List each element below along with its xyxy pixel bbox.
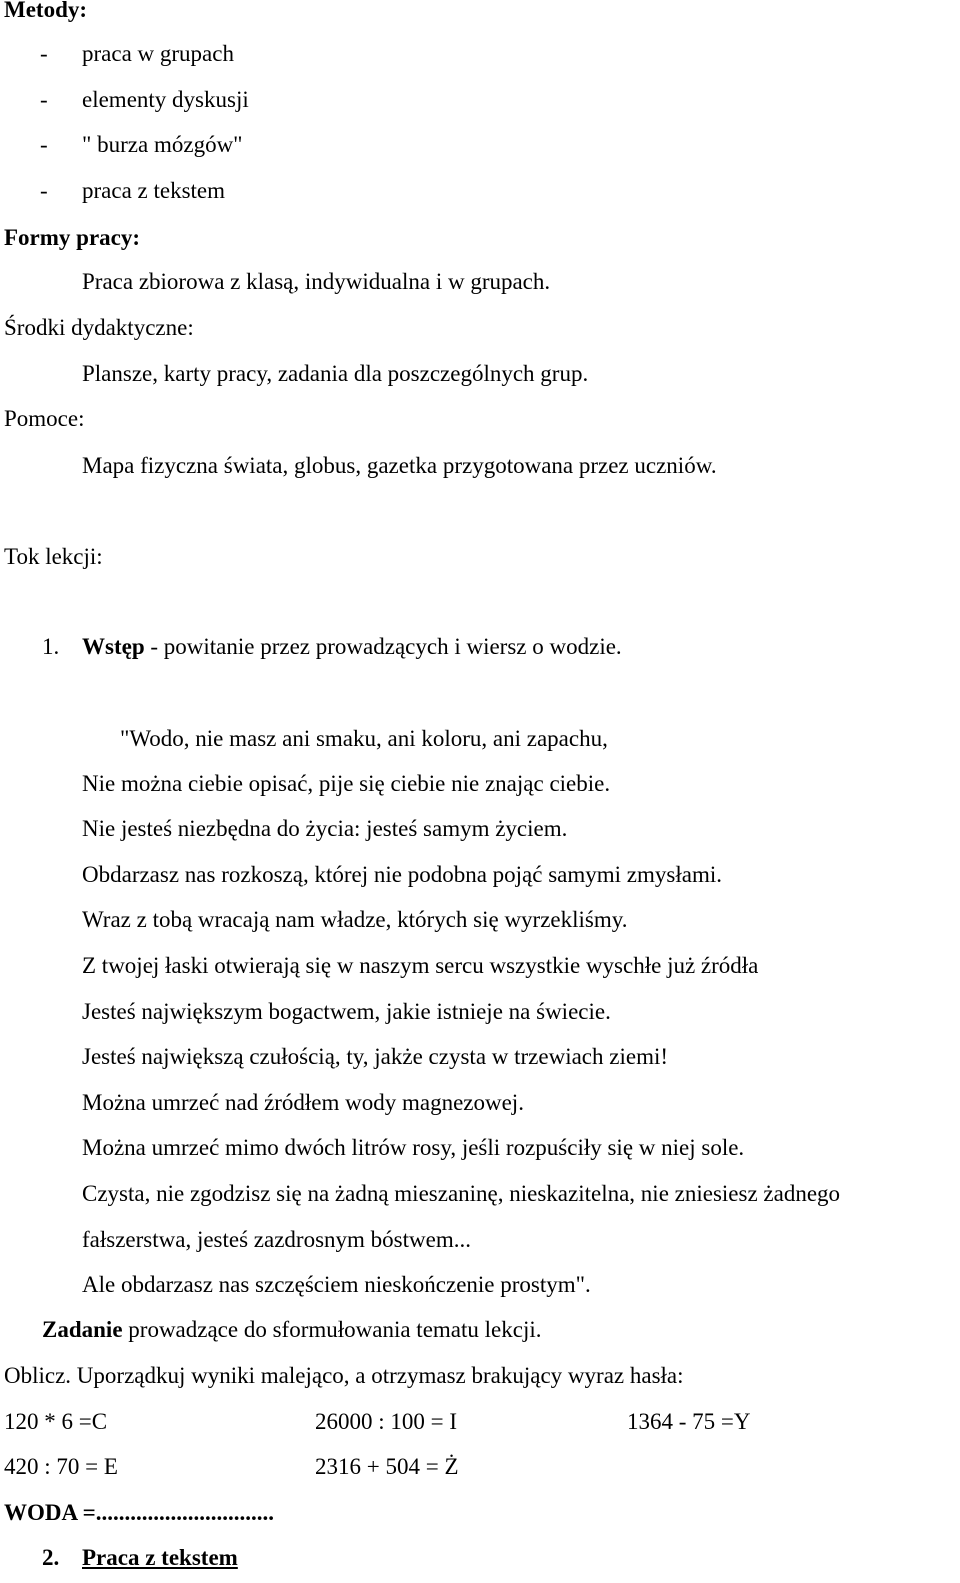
step-number: 1. (42, 634, 60, 659)
pomoce-text: Mapa fizyczna świata, globus, gazetka przygotowana przez uczniów. (82, 453, 717, 478)
step-number: 2. (42, 1545, 60, 1570)
poem-line: Ale obdarzasz nas szczęściem nieskończenie prostym". (82, 1272, 591, 1297)
poem-line: fałszerstwa, jesteś zazdrosnym bóstwem... (82, 1227, 471, 1252)
equation: 26000 : 100 = I (315, 1409, 458, 1434)
list-item-text: elementy dyskusji (82, 87, 249, 112)
step-title-bold: Wstęp (82, 634, 145, 659)
poem-line: Obdarzasz nas rozkoszą, której nie podobna pojąć samymi zmysłami. (82, 862, 722, 887)
srodki-text: Plansze, karty pracy, zadania dla poszczególnych grup. (82, 361, 589, 386)
poem-line: Wraz z tobą wracają nam władze, których się wyrzekliśmy. (82, 907, 628, 932)
poem-line: Jesteś największą czułością, ty, jakże czysta w trzewiach ziemi! (82, 1044, 669, 1069)
list-bullet: - (40, 41, 48, 66)
list-item-text: praca z tekstem (82, 178, 226, 203)
list-bullet: - (40, 178, 48, 203)
zadanie-rest: prowadzące do sformułowania tematu lekcji. (122, 1317, 542, 1342)
poem-line: Czysta, nie zgodzisz się na żadną mieszaninę, nieskazitelna, nie zniesiesz żadnego (82, 1181, 841, 1206)
formy-text: Praca zbiorowa z klasą, indywidualna i w grupach. (82, 269, 551, 294)
poem-line: Jesteś największym bogactwem, jakie istnieje na świecie. (82, 999, 611, 1024)
step-title: Praca z tekstem (82, 1545, 238, 1570)
section-heading-pomoce: Pomoce: (4, 406, 85, 431)
equation: 2316 + 504 = Ż (315, 1454, 459, 1479)
oblicz-text: Oblicz. Uporządkuj wyniki malejąco, a otrzymasz brakujący wyraz hasła: (4, 1363, 684, 1388)
poem-line: "Wodo, nie masz ani smaku, ani koloru, ani zapachu, (120, 726, 608, 751)
list-item-text: praca w grupach (82, 41, 234, 66)
list-bullet: - (40, 132, 48, 157)
equation: 420 : 70 = E (4, 1454, 118, 1479)
list-bullet: - (40, 87, 48, 112)
zadanie-line (42, 1316, 541, 1344)
poem-line: Z twojej łaski otwierają się w naszym sercu wszystkie wyschłe już źródła (82, 953, 759, 978)
list-item-text: " burza mózgów" (82, 132, 243, 157)
equation: 120 * 6 =C (4, 1409, 108, 1434)
equation: 1364 - 75 =Y (627, 1409, 751, 1434)
poem-line: Można umrzeć mimo dwóch litrów rosy, jeśli rozpuściły się w niej sole. (82, 1135, 745, 1160)
section-heading-srodki: Środki dydaktyczne: (4, 315, 194, 340)
woda-answer: WODA =............................... (4, 1500, 274, 1525)
section-heading-tok: Tok lekcji: (4, 544, 103, 569)
poem-line: Można umrzeć nad źródłem wody magnezowej. (82, 1090, 524, 1115)
zadanie-bold: Zadanie (42, 1317, 123, 1342)
section-heading-metody: Metody: (4, 0, 88, 22)
step-title (82, 633, 622, 661)
step-title-rest: - powitanie przez prowadzących i wiersz o wodzie. (144, 634, 622, 659)
poem-line: Nie można ciebie opisać, pije się ciebie nie znając ciebie. (82, 771, 611, 796)
poem-line: Nie jesteś niezbędna do życia: jesteś samym życiem. (82, 816, 568, 841)
section-heading-formy: Formy pracy: (4, 225, 141, 250)
